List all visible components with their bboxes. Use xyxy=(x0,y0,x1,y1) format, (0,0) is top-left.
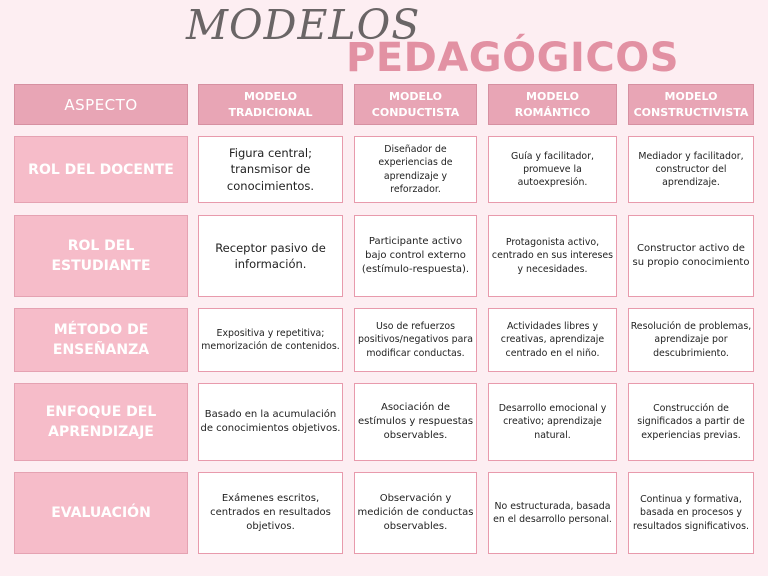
title-pedagogicos: PEDAGÓGICOS xyxy=(346,35,680,81)
aspect-enfoque-aprendizaje: ENFOQUE DEL APRENDIZAJE xyxy=(14,383,188,461)
aspect-evaluacion: EVALUACIÓN xyxy=(14,472,188,554)
header-constructivista: MODELO CONSTRUCTIVISTA xyxy=(628,84,754,125)
cell-estudiante-conductista: Participante activo bajo control externo (estímulo-respuesta). xyxy=(354,215,477,297)
cell-enfoque-romantico: Desarrollo emocional y creativo; aprendizaje natural. xyxy=(488,383,617,461)
cell-evaluacion-conductista: Observación y medición de conductas observables. xyxy=(354,472,477,554)
header-tradicional: MODELO TRADICIONAL xyxy=(198,84,343,125)
cell-evaluacion-tradicional: Exámenes escritos, centrados en resultados objetivos. xyxy=(198,472,343,554)
cell-docente-conductista: Diseñador de experiencias de aprendizaje y reforzador. xyxy=(354,136,477,203)
cell-metodo-tradicional: Expositiva y repetitiva; memorización de contenidos. xyxy=(198,308,343,372)
cell-estudiante-romantico: Protagonista activo, centrado en sus intereses y necesidades. xyxy=(488,215,617,297)
cell-metodo-conductista: Uso de refuerzos positivos/negativos para modificar conductas. xyxy=(354,308,477,372)
cell-evaluacion-constructivista: Continua y formativa, basada en procesos y resultados significativos. xyxy=(628,472,754,554)
aspect-metodo-ensenanza: MÉTODO DE ENSEÑANZA xyxy=(14,308,188,372)
aspect-rol-estudiante: ROL DEL ESTUDIANTE xyxy=(14,215,188,297)
cell-estudiante-constructivista: Constructor activo de su propio conocimiento xyxy=(628,215,754,297)
cell-docente-constructivista: Mediador y facilitador, constructor del aprendizaje. xyxy=(628,136,754,203)
cell-docente-tradicional: Figura central; transmisor de conocimientos. xyxy=(198,136,343,203)
header-romantico: MODELO ROMÁNTICO xyxy=(488,84,617,125)
cell-evaluacion-romantico: No estructurada, basada en el desarrollo personal. xyxy=(488,472,617,554)
cell-enfoque-constructivista: Construcción de significados a partir de experiencias previas. xyxy=(628,383,754,461)
header-aspecto: ASPECTO xyxy=(14,84,188,125)
cell-docente-romantico: Guía y facilitador, promueve la autoexpresión. xyxy=(488,136,617,203)
header-conductista: MODELO CONDUCTISTA xyxy=(354,84,477,125)
cell-enfoque-conductista: Asociación de estímulos y respuestas observables. xyxy=(354,383,477,461)
cell-estudiante-tradicional: Receptor pasivo de información. xyxy=(198,215,343,297)
title-modelos: MODELOS xyxy=(186,1,421,49)
cell-metodo-romantico: Actividades libres y creativas, aprendizaje centrado en el niño. xyxy=(488,308,617,372)
aspect-rol-docente: ROL DEL DOCENTE xyxy=(14,136,188,203)
cell-enfoque-tradicional: Basado en la acumulación de conocimientos objetivos. xyxy=(198,383,343,461)
cell-metodo-constructivista: Resolución de problemas, aprendizaje por descubrimiento. xyxy=(628,308,754,372)
